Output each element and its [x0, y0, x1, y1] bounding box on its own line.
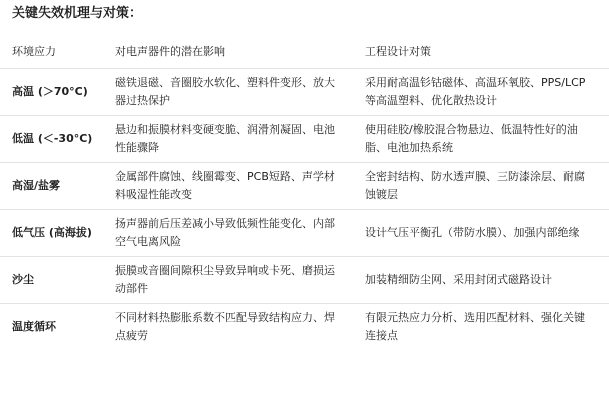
header-environmental-stress: 环境应力	[0, 35, 103, 69]
countermeasure-cell: 使用硅胶/橡胶混合物悬边、低温特性好的油脂、电池加热系统	[353, 116, 609, 163]
impact-cell: 悬边和振膜材料变硬变脆、润滑剂凝固、电池性能骤降	[103, 116, 353, 163]
table-row	[0, 304, 609, 351]
impact-cell: 金属部件腐蚀、线圈霉变、PCB短路、声学材料吸湿性能改变	[103, 163, 353, 210]
countermeasure-cell: 有限元热应力分析、选用匹配材料、强化关键连接点	[365, 311, 585, 342]
countermeasure-cell: 全密封结构、防水透声膜、三防漆涂层、耐腐蚀镀层	[353, 163, 609, 210]
table-row	[0, 163, 609, 210]
stress-cell: 低气压 (高海拔)	[0, 210, 103, 257]
table-row	[0, 69, 609, 116]
stress-cell: 低温 (＜-30°C)	[0, 116, 103, 163]
stress-cell: 沙尘	[0, 257, 103, 304]
section-heading: 关键失效机理与对策：	[12, 6, 143, 21]
countermeasure-cell: 采用耐高温钐钴磁体、高温环氧胶、PPS/LCP等高温塑料、优化散热设计	[353, 69, 609, 116]
stress-cell: 温度循环	[12, 320, 56, 333]
header-potential-impact: 对电声器件的潜在影响	[103, 35, 353, 69]
stress-cell: 高湿/盐雾	[0, 163, 103, 210]
countermeasure-cell: 设计气压平衡孔（带防水膜）、加强内部绝缘	[353, 210, 609, 257]
table-header-row	[0, 35, 609, 69]
impact-cell: 振膜或音圈间隙积尘导致异响或卡死、磨损运动部件	[103, 257, 353, 304]
countermeasure-cell: 加装精细防尘网、采用封闭式磁路设计	[353, 257, 609, 304]
table-row	[0, 257, 609, 304]
impact-cell: 磁铁退磁、音圈胶水软化、塑料件变形、放大器过热保护	[103, 69, 353, 116]
table-row	[0, 210, 609, 257]
impact-cell: 不同材料热膨胀系数不匹配导致结构应力、焊点疲劳	[115, 311, 335, 342]
header-design-countermeasure: 工程设计对策	[353, 35, 609, 69]
table-row	[0, 116, 609, 163]
stress-cell: 高温 (＞70°C)	[0, 69, 103, 116]
failure-mechanism-table	[0, 35, 609, 350]
impact-cell: 扬声器前后压差减小导致低频性能变化、内部空气电离风险	[103, 210, 353, 257]
